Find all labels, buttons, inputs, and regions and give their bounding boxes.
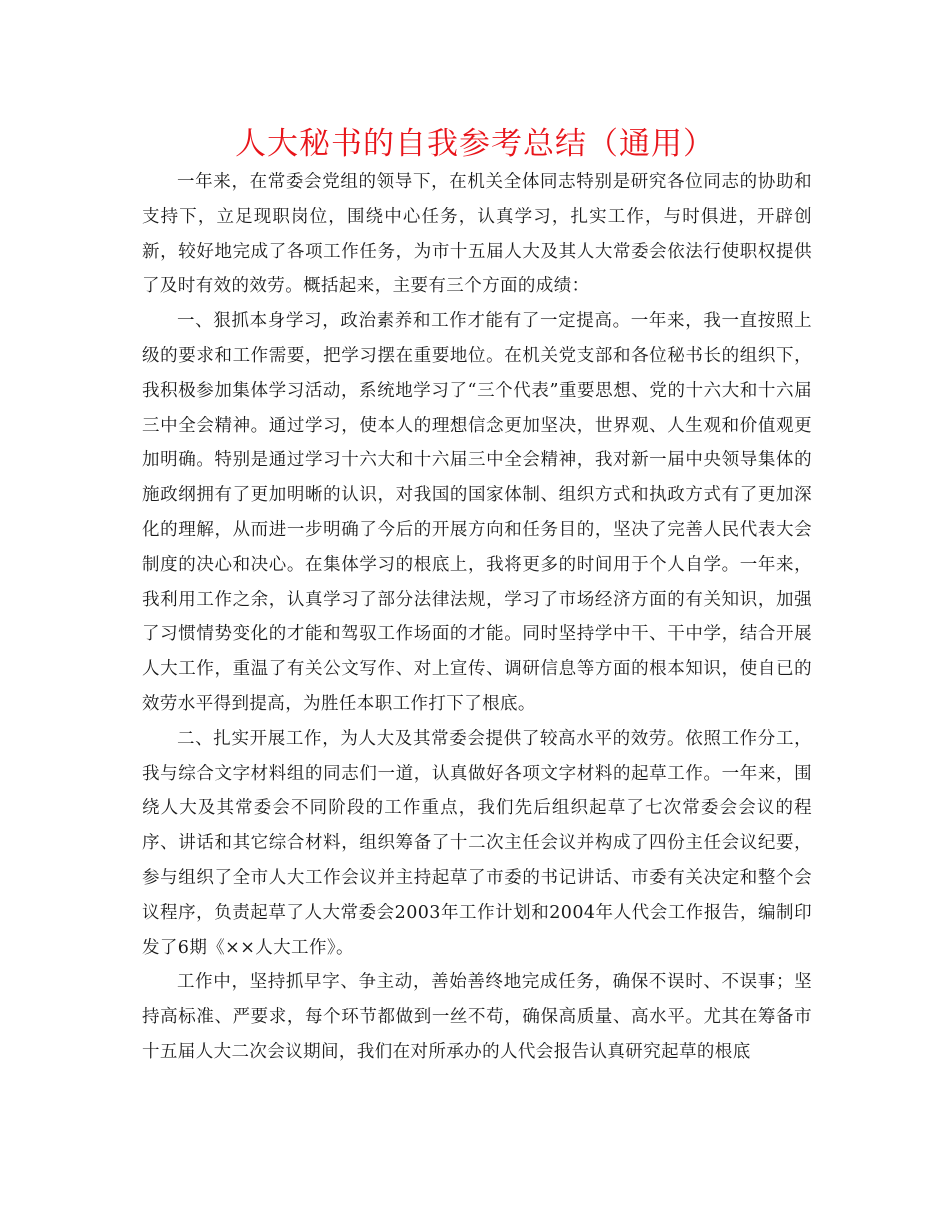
- paragraph-work: 二、扎实开展工作，为人大及其常委会提供了较高水平的效劳。依照工作分工，我与综合文字材料组的同志们一道，认真做好各项文字材料的起草工作。一年来，围绕人大及其常委会不同阶段的工作重点，我们先后组织起草了七次常委会会议的程序、讲话和其它综合材料，组织筹备了十二次主任会议并构成了四份主任会议纪要，参与组织了全市人大工作会议并主持起草了市委的书记讲话、市委有关决定和整个会议程序，负责起草了人大常委会2003年工作计划和2004年人代会工作报告，编制印发了6期《××人大工作》。: [142, 728, 812, 958]
- paragraph-intro: 一年来，在常委会党组的领导下，在机关全体同志特别是研究各位同志的协助和支持下，立足现职岗位，围绕中心任务，认真学习，扎实工作，与时俱进，开辟创新，较好地完成了各项工作任务，为市十五届人大及其人大常委会依法行使职权提供了及时有效的效劳。概括起来，主要有三个方面的成绩：: [142, 172, 812, 297]
- document-body: [142, 165, 812, 1070]
- paragraph-attitude: 工作中，坚持抓早字、争主动，善始善终地完成任务，确保不误时、不误事；坚持高标准、严要求，每个环节都做到一丝不苟，确保高质量、高水平。尤其在筹备市十五届人大二次会议期间，我们在对所承办的人代会报告认真研究起草的根底: [142, 972, 812, 1062]
- document-title: 人大秘书的自我参考总结（通用）: [235, 126, 715, 162]
- paragraph-study: 一、狠抓本身学习，政治素养和工作才能有了一定提高。一年来，我一直按照上级的要求和工作需要，把学习摆在重要地位。在机关党支部和各位秘书长的组织下，我积极参加集体学习活动，系统地学习了“三个代表”重要思想、党的十六大和十六届三中全会精神。通过学习，使本人的理想信念更加坚决，世界观、人生观和价值观更加明确。特别是通过学习十六大和十六届三中全会精神，我对新一届中央领导集体的施政纲拥有了更加明晰的认识，对我国的国家体制、组织方式和执政方式有了更加深化的理解，从而进一步明确了今后的开展方向和任务目的，坚决了完善人民代表大会制度的决心和决心。在集体学习的根底上，我将更多的时间用于个人自学。一年来，我利用工作之余，认真学习了部分法律法规，学习了市场经济方面的有关知识，加强了习惯情势变化的才能和驾驭工作场面的才能。同时坚持学中干、干中学，结合开展人大工作，重温了有关公文写作、对上宣传、调研信息等方面的根本知识，使自已的效劳水平得到提高，为胜任本职工作打下了根底。: [142, 311, 812, 714]
